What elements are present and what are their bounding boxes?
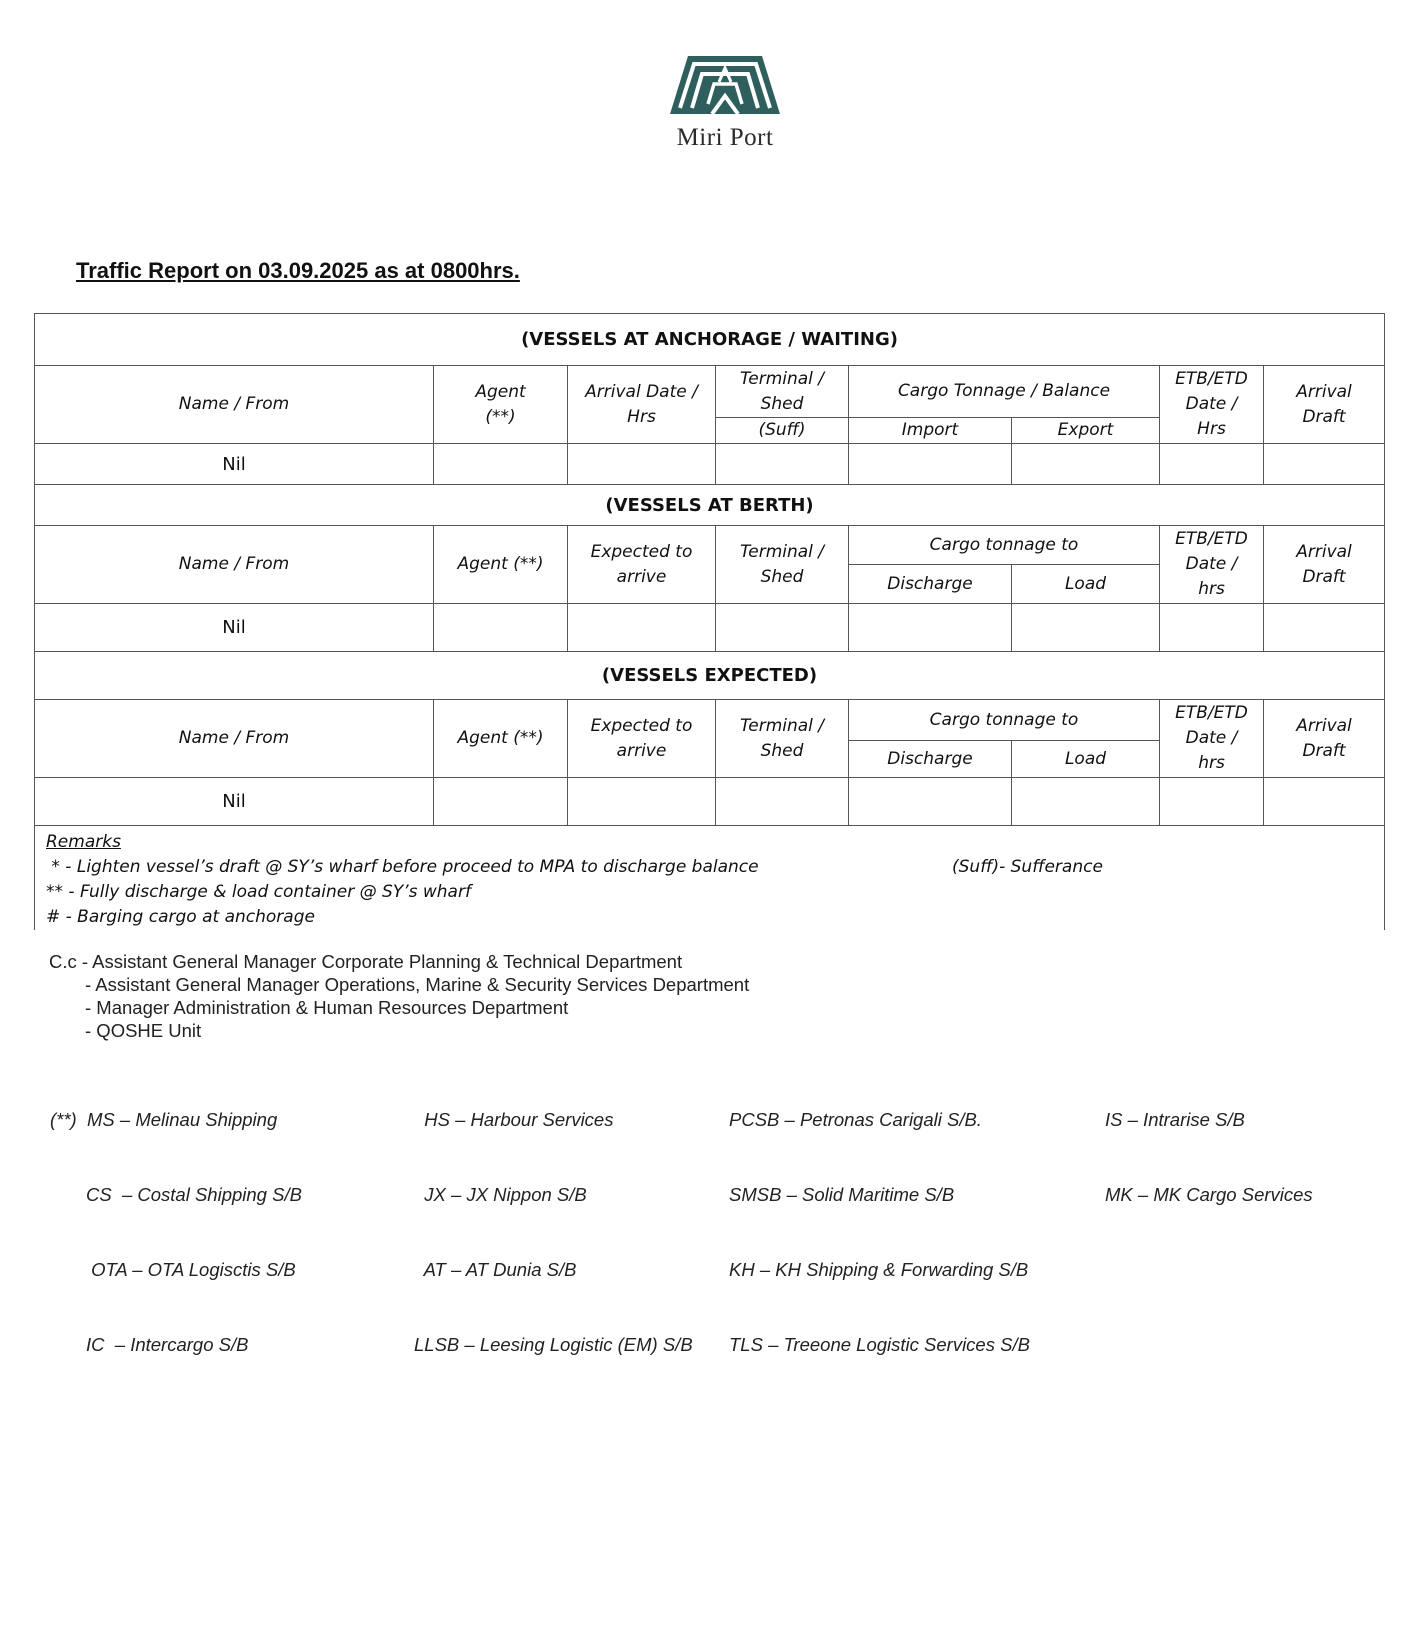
agent-code-item: JX – JX Nippon S/B bbox=[414, 1184, 587, 1205]
cell-empty bbox=[434, 604, 568, 652]
header-arrival-date bbox=[568, 366, 716, 444]
cell-empty bbox=[1160, 444, 1264, 485]
header-expected-line1: Expected to bbox=[590, 541, 693, 562]
header-arrival-line1: Arrival Date / bbox=[585, 381, 698, 402]
cell-empty bbox=[568, 444, 716, 485]
cell-empty bbox=[716, 778, 849, 826]
agent-code-item: PCSB – Petronas Carigali S/B. bbox=[729, 1109, 982, 1130]
header-etb-line2: Date / bbox=[1185, 554, 1238, 574]
cell-empty bbox=[568, 778, 716, 826]
remarks-line-3: # - Barging cargo at anchorage bbox=[46, 907, 315, 927]
cell-empty bbox=[1264, 778, 1385, 826]
agent-code-item: LLSB – Leesing Logistic (EM) S/B bbox=[414, 1334, 693, 1355]
header-discharge: Discharge bbox=[849, 565, 1012, 604]
agent-codes-column-1 bbox=[50, 1057, 302, 1382]
cell-empty bbox=[1012, 604, 1160, 652]
header-name-from: Name / From bbox=[35, 366, 434, 444]
header-arrival-draft bbox=[1264, 526, 1385, 604]
remarks-suff-note: (Suff)- Sufferance bbox=[952, 857, 1103, 877]
header-expected-line2: arrive bbox=[616, 740, 667, 761]
header-expected-line2: arrive bbox=[616, 566, 667, 587]
agent-code-item: CS – Costal Shipping S/B bbox=[50, 1184, 302, 1205]
cc-line-2: - Assistant General Manager Operations, Marine & Security Services Department bbox=[85, 974, 750, 995]
cell-empty bbox=[1012, 778, 1160, 826]
header-etb-etd bbox=[1160, 526, 1264, 604]
header-expected-line1: Expected to bbox=[590, 715, 693, 736]
cc-list bbox=[49, 950, 749, 1042]
header-draft-line2: Draft bbox=[1302, 740, 1346, 761]
header-import: Import bbox=[849, 418, 1012, 444]
agent-code-item: SMSB – Solid Maritime S/B bbox=[729, 1184, 955, 1205]
cell-empty bbox=[716, 444, 849, 485]
remarks-title: Remarks bbox=[46, 832, 121, 852]
header-etb-line3: Hrs bbox=[1197, 419, 1226, 439]
header-etb-line2: Date / bbox=[1185, 728, 1238, 748]
agent-code-item: IS – Intrarise S/B bbox=[1105, 1109, 1245, 1130]
header-discharge: Discharge bbox=[849, 741, 1012, 778]
header-draft-line1: Arrival bbox=[1296, 541, 1352, 562]
header-etb-line1: ETB/ETD bbox=[1175, 703, 1248, 723]
header-etb-line3: hrs bbox=[1198, 753, 1225, 773]
agent-code-item: MK – MK Cargo Services bbox=[1105, 1184, 1313, 1205]
header-draft-line1: Arrival bbox=[1296, 715, 1352, 736]
header-terminal-line1: Terminal / bbox=[739, 715, 825, 736]
remarks-line-1 bbox=[46, 855, 1384, 880]
traffic-report-table bbox=[34, 313, 1385, 930]
header-draft-line1: Arrival bbox=[1296, 381, 1352, 402]
cc-line-1: C.c - Assistant General Manager Corporate Planning & Technical Department bbox=[49, 951, 683, 972]
header-agent bbox=[434, 366, 568, 444]
header-terminal-line2: Shed bbox=[760, 566, 804, 587]
header-cargo-tonnage-balance: Cargo Tonnage / Balance bbox=[849, 366, 1160, 418]
header-expected-to-arrive bbox=[568, 700, 716, 778]
agent-code-item: KH – KH Shipping & Forwarding S/B bbox=[729, 1259, 1029, 1280]
header-terminal-shed bbox=[716, 366, 849, 418]
remarks-line-2: ** - Fully discharge & load container @ SY’s wharf bbox=[46, 882, 471, 902]
report-title: Traffic Report on 03.09.2025 as at 0800hrs. bbox=[76, 258, 520, 283]
header-draft-line2: Draft bbox=[1302, 566, 1346, 587]
agent-codes-column-3 bbox=[729, 1057, 1030, 1382]
header-load: Load bbox=[1012, 565, 1160, 604]
header-etb-etd bbox=[1160, 700, 1264, 778]
header-etb-line3: hrs bbox=[1198, 579, 1225, 599]
cell-name-from: Nil bbox=[35, 604, 434, 652]
cell-empty bbox=[849, 444, 1012, 485]
header-terminal-shed bbox=[716, 526, 849, 604]
header-terminal-suff: (Suff) bbox=[716, 418, 849, 444]
header-etb-line1: ETB/ETD bbox=[1175, 529, 1248, 549]
header-agent-line2: (**) bbox=[485, 406, 516, 427]
agent-code-item: (**) MS – Melinau Shipping bbox=[50, 1109, 278, 1130]
header-etb-etd bbox=[1160, 366, 1264, 444]
header-terminal-line2: Shed bbox=[760, 740, 804, 761]
logo-text: Miri Port bbox=[676, 124, 774, 151]
cell-empty bbox=[1264, 444, 1385, 485]
table-row bbox=[35, 778, 1385, 826]
cell-empty bbox=[434, 444, 568, 485]
agent-codes-column-4 bbox=[1105, 1057, 1313, 1232]
agent-codes-column-2 bbox=[414, 1057, 693, 1382]
miri-port-logo bbox=[664, 52, 786, 160]
header-arrival-draft bbox=[1264, 700, 1385, 778]
section-heading-anchorage: (VESSELS AT ANCHORAGE / WAITING) bbox=[35, 314, 1385, 366]
agent-code-item: TLS – Treeone Logistic Services S/B bbox=[729, 1334, 1030, 1355]
cell-empty bbox=[849, 604, 1012, 652]
agent-code-item: AT – AT Dunia S/B bbox=[414, 1259, 577, 1280]
agent-code-item: OTA – OTA Logisctis S/B bbox=[50, 1259, 296, 1280]
table-row bbox=[35, 444, 1385, 485]
header-etb-line2: Date / bbox=[1185, 394, 1238, 414]
header-terminal-line1: Terminal / bbox=[739, 541, 825, 562]
remarks-line-1-text: * - Lighten vessel’s draft @ SY’s wharf before proceed to MPA to discharge balance bbox=[46, 857, 759, 877]
cc-line-4: - QOSHE Unit bbox=[85, 1020, 202, 1041]
header-name-from: Name / From bbox=[35, 526, 434, 604]
logo-emblem-icon bbox=[664, 52, 786, 122]
cell-name-from: Nil bbox=[35, 778, 434, 826]
remarks-block bbox=[35, 826, 1385, 931]
cc-line-3: - Manager Administration & Human Resources Department bbox=[85, 997, 569, 1018]
header-agent-line1: Agent bbox=[475, 381, 526, 402]
agent-code-item: IC – Intercargo S/B bbox=[50, 1334, 249, 1355]
header-agent: Agent (**) bbox=[434, 526, 568, 604]
header-load: Load bbox=[1012, 741, 1160, 778]
header-arrival-draft bbox=[1264, 366, 1385, 444]
header-export: Export bbox=[1012, 418, 1160, 444]
header-etb-line1: ETB/ETD bbox=[1175, 369, 1248, 389]
header-terminal-line2: Shed bbox=[760, 393, 804, 414]
section-heading-berth: (VESSELS AT BERTH) bbox=[35, 485, 1385, 526]
header-draft-line2: Draft bbox=[1302, 406, 1346, 427]
cell-empty bbox=[1160, 778, 1264, 826]
header-name-from: Name / From bbox=[35, 700, 434, 778]
cell-empty bbox=[1160, 604, 1264, 652]
header-terminal-shed bbox=[716, 700, 849, 778]
cell-empty bbox=[716, 604, 849, 652]
cell-empty bbox=[434, 778, 568, 826]
header-terminal-line1: Terminal / bbox=[739, 368, 825, 389]
header-agent: Agent (**) bbox=[434, 700, 568, 778]
cell-empty bbox=[568, 604, 716, 652]
cell-name-from: Nil bbox=[35, 444, 434, 485]
header-cargo-tonnage-to: Cargo tonnage to bbox=[849, 526, 1160, 565]
cell-empty bbox=[849, 778, 1012, 826]
header-arrival-line2: Hrs bbox=[627, 406, 656, 427]
cell-empty bbox=[1264, 604, 1385, 652]
section-heading-expected: (VESSELS EXPECTED) bbox=[35, 652, 1385, 700]
cell-empty bbox=[1012, 444, 1160, 485]
agent-code-item: HS – Harbour Services bbox=[414, 1109, 614, 1130]
header-expected-to-arrive bbox=[568, 526, 716, 604]
table-row bbox=[35, 604, 1385, 652]
header-cargo-tonnage-to: Cargo tonnage to bbox=[849, 700, 1160, 741]
